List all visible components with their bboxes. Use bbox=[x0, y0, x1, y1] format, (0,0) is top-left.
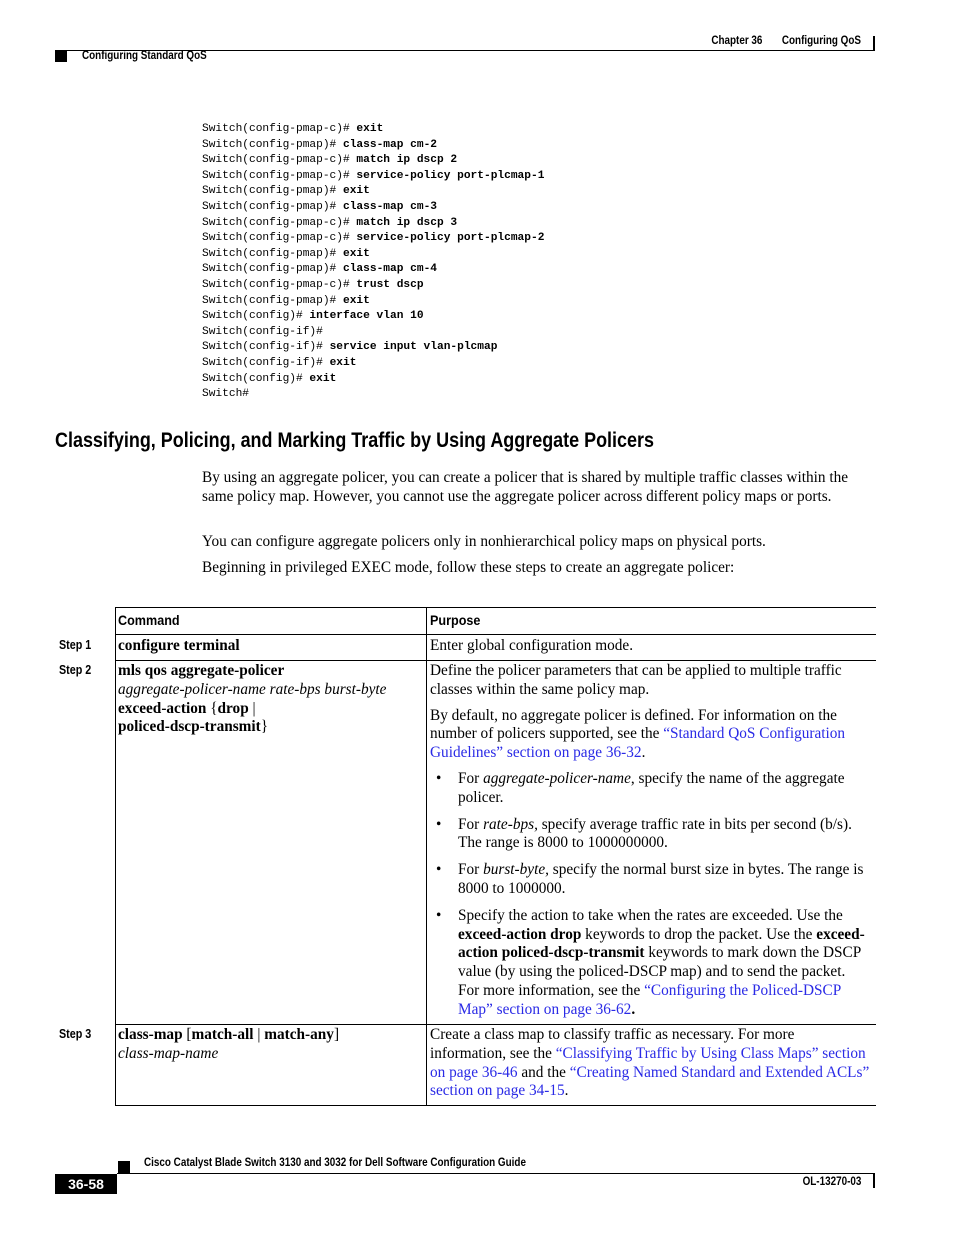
footer-marker-block bbox=[118, 1161, 130, 1173]
code-line bbox=[202, 387, 544, 403]
code-block bbox=[202, 122, 544, 403]
code-line bbox=[202, 200, 544, 216]
footer-rule bbox=[117, 1173, 875, 1174]
code-line bbox=[202, 247, 544, 263]
command-keyword: match-any bbox=[264, 1026, 334, 1043]
code-line bbox=[202, 356, 544, 372]
command-keyword: policed-dscp-transmit bbox=[118, 718, 261, 736]
code-prompt: Switch(config-pmap)# bbox=[202, 263, 343, 276]
code-line bbox=[202, 216, 544, 232]
code-command: exit bbox=[356, 123, 384, 135]
header-marker-block bbox=[55, 51, 67, 62]
code-prompt: Switch(config-pmap-c)# bbox=[202, 169, 357, 182]
code-prompt: Switch(config-pmap-c)# bbox=[202, 278, 357, 291]
list-item bbox=[430, 907, 870, 1020]
code-prompt: Switch(config-if)# bbox=[202, 325, 323, 338]
step-label: Step 1 bbox=[59, 638, 92, 652]
bullet-text: For bbox=[458, 815, 484, 833]
command-keyword: exceed-action bbox=[118, 699, 207, 717]
step3-purpose bbox=[430, 1026, 870, 1101]
class-maps-link[interactable]: “Classifying Traffic by Using Class Maps” section on page 36-46 bbox=[430, 1044, 866, 1081]
syntax-brace: } bbox=[260, 718, 269, 736]
list-item bbox=[430, 816, 870, 854]
command-keyword: exceed-action drop bbox=[458, 925, 582, 943]
code-command: exit bbox=[343, 185, 370, 198]
bullet-icon: • bbox=[436, 769, 442, 787]
code-command: exit bbox=[343, 247, 370, 260]
code-command: service-policy port-plcmap-2 bbox=[356, 232, 545, 245]
bullet-text: . bbox=[631, 1000, 636, 1018]
code-command: service input vlan-plcmap bbox=[329, 341, 498, 354]
chapter-label: Chapter 36 bbox=[710, 35, 762, 47]
command-keyword: class-map bbox=[118, 1026, 183, 1043]
code-prompt: Switch(config-pmap)# bbox=[202, 294, 343, 307]
footer-vertical-rule bbox=[873, 1174, 875, 1188]
code-line bbox=[202, 184, 544, 200]
chapter-title: Configuring QoS bbox=[781, 35, 861, 47]
table-top-rule bbox=[115, 607, 876, 608]
code-prompt: Switch# bbox=[202, 388, 249, 401]
command-keyword: mls qos aggregate-policer bbox=[118, 662, 285, 679]
step3-command bbox=[118, 1026, 418, 1064]
code-line bbox=[202, 325, 544, 341]
bullet-text: , specify the name of the aggregate policer. bbox=[458, 769, 845, 806]
bullet-text: keywords to drop the packet. Use the bbox=[581, 925, 817, 943]
command-column-header: Command bbox=[118, 612, 180, 628]
guidelines-link[interactable]: “Standard QoS Configuration Guidelines” section on page 36-32 bbox=[430, 725, 846, 762]
purpose-text bbox=[430, 707, 870, 763]
command-keyword: match-all bbox=[191, 1026, 254, 1043]
command-keyword: configure terminal bbox=[118, 637, 240, 654]
table-left-rule bbox=[115, 607, 116, 1106]
step2-command bbox=[118, 662, 418, 737]
code-prompt: Switch(config-pmap)# bbox=[202, 200, 343, 213]
code-prompt: Switch(config-pmap-c)# bbox=[202, 216, 357, 229]
step1-purpose: Enter global configuration mode. bbox=[430, 637, 634, 654]
code-line bbox=[202, 262, 544, 278]
command-arguments: class-map-name bbox=[118, 1044, 219, 1062]
command-keyword: exceed-action policed-dscp-transmit bbox=[458, 925, 865, 962]
code-command: match ip dscp 2 bbox=[356, 154, 458, 167]
acls-link[interactable]: “Creating Named Standard and Extended ACLs” section on page 34-15 bbox=[430, 1063, 870, 1100]
table-header-rule bbox=[115, 634, 876, 635]
command-keyword: drop bbox=[217, 699, 249, 717]
code-prompt: Switch(config-if)# bbox=[202, 356, 330, 369]
code-prompt: Switch(config-if)# bbox=[202, 341, 330, 354]
code-command: class-map cm-4 bbox=[343, 263, 437, 276]
bullet-text: specify the normal burst size in bytes. The range is 8000 to 1000000. bbox=[458, 861, 864, 897]
code-command: exit bbox=[343, 294, 370, 307]
syntax-brace: { bbox=[210, 699, 218, 717]
code-command: interface vlan 10 bbox=[309, 310, 424, 323]
table-column-rule bbox=[426, 607, 427, 1106]
bullet-argument: rate-bps, bbox=[483, 815, 538, 833]
bullet-text: Specify the action to take when the rates are exceeded. Use the bbox=[458, 906, 843, 924]
code-line bbox=[202, 340, 544, 356]
syntax-bracket: ] bbox=[333, 1026, 340, 1043]
code-line bbox=[202, 309, 544, 325]
code-prompt: Switch(config-pmap)# bbox=[202, 138, 343, 151]
code-command: service-policy port-plcmap-1 bbox=[356, 169, 545, 182]
policed-dscp-map-link[interactable]: “Configuring the Policed-DSCP Map” section on page 36-62 bbox=[458, 981, 841, 1018]
code-line bbox=[202, 169, 544, 185]
code-prompt: Switch(config-pmap)# bbox=[202, 185, 343, 198]
syntax-bracket: [ bbox=[182, 1026, 192, 1043]
purpose-text-segment: . bbox=[564, 1082, 569, 1100]
code-command: exit bbox=[329, 356, 357, 369]
list-item bbox=[430, 861, 870, 899]
code-command: class-map cm-2 bbox=[343, 138, 437, 151]
code-line bbox=[202, 138, 544, 154]
syntax-pipe: | bbox=[253, 1026, 265, 1043]
bullet-text: For bbox=[458, 769, 484, 787]
code-command: class-map cm-3 bbox=[343, 200, 437, 213]
code-prompt: Switch(config-pmap)# bbox=[202, 247, 343, 260]
step-label: Step 2 bbox=[59, 663, 92, 677]
code-prompt: Switch(config-pmap-c)# bbox=[202, 232, 357, 245]
page-number: 36-58 bbox=[55, 1174, 117, 1194]
table-bottom-rule bbox=[115, 1105, 876, 1106]
code-prompt: Switch(config-pmap-c)# bbox=[202, 154, 357, 167]
guide-title: Cisco Catalyst Blade Switch 3130 and 3032 for Dell Software Configuration Guide bbox=[144, 1157, 526, 1169]
command-arguments: aggregate-policer-name rate-bps burst-byte bbox=[118, 680, 387, 698]
code-line bbox=[202, 153, 544, 169]
table-row-rule bbox=[115, 1024, 876, 1025]
section-title: Classifying, Policing, and Marking Traffic by Using Aggregate Policers bbox=[55, 429, 654, 452]
list-item bbox=[430, 770, 870, 808]
section-header: Configuring Standard QoS bbox=[82, 50, 207, 62]
bullet-icon: • bbox=[436, 861, 442, 879]
document-id: OL-13270-03 bbox=[802, 1176, 861, 1188]
code-command: match ip dscp 3 bbox=[356, 216, 458, 229]
bullet-text: specify average traffic rate in bits per second (b/s). The range is 8000 to 1000000000. bbox=[458, 815, 852, 852]
bullet-icon: • bbox=[436, 906, 442, 924]
restriction-paragraph: You can configure aggregate policers only in nonhierarchical policy maps on physical ports. bbox=[202, 533, 766, 550]
code-prompt: Switch(config)# bbox=[202, 310, 310, 323]
purpose-text: Define the policer parameters that can be applied to multiple traffic classes within the same policy map. bbox=[430, 662, 842, 698]
code-command: exit bbox=[309, 372, 337, 385]
bullet-text: keywords to mark down the DSCP value (by using the policed-DSCP map) and to send the packet. For more information, see the bbox=[458, 944, 861, 999]
code-line bbox=[202, 122, 544, 138]
syntax-pipe: | bbox=[248, 699, 256, 717]
code-line bbox=[202, 278, 544, 294]
steps-intro-paragraph: Beginning in privileged EXEC mode, follow these steps to create an aggregate policer: bbox=[202, 559, 735, 576]
bullet-icon: • bbox=[436, 815, 442, 833]
header-vertical-rule bbox=[873, 36, 875, 51]
code-command: trust dscp bbox=[356, 278, 424, 291]
step1-command bbox=[118, 637, 418, 656]
code-prompt: Switch(config-pmap-c)# bbox=[202, 123, 357, 135]
purpose-column-header: Purpose bbox=[430, 612, 481, 628]
purpose-text-segment: By default, no aggregate policer is defined. For information on the number of policers supported, see the bbox=[430, 706, 837, 743]
step2-purpose bbox=[430, 662, 870, 1020]
intro-paragraph: By using an aggregate policer, you can create a policer that is shared by multiple traffic classes within the same policy map. However, you cannot use the aggregate policer across different policy maps or ports. bbox=[202, 469, 849, 505]
bullet-argument: burst-byte, bbox=[483, 861, 549, 879]
bullet-argument: aggregate-policer-name bbox=[483, 769, 631, 787]
purpose-text-segment: Create a class map to classify traffic as necessary. For more information, see the bbox=[430, 1026, 795, 1062]
code-line bbox=[202, 294, 544, 310]
code-prompt: Switch(config)# bbox=[202, 372, 310, 385]
table-row-rule bbox=[115, 660, 876, 661]
bullet-text: For bbox=[458, 861, 484, 879]
code-line bbox=[202, 372, 544, 388]
step-label: Step 3 bbox=[59, 1027, 92, 1041]
purpose-text-segment: and the bbox=[517, 1063, 570, 1081]
code-line bbox=[202, 231, 544, 247]
purpose-text-segment: . bbox=[641, 744, 646, 762]
